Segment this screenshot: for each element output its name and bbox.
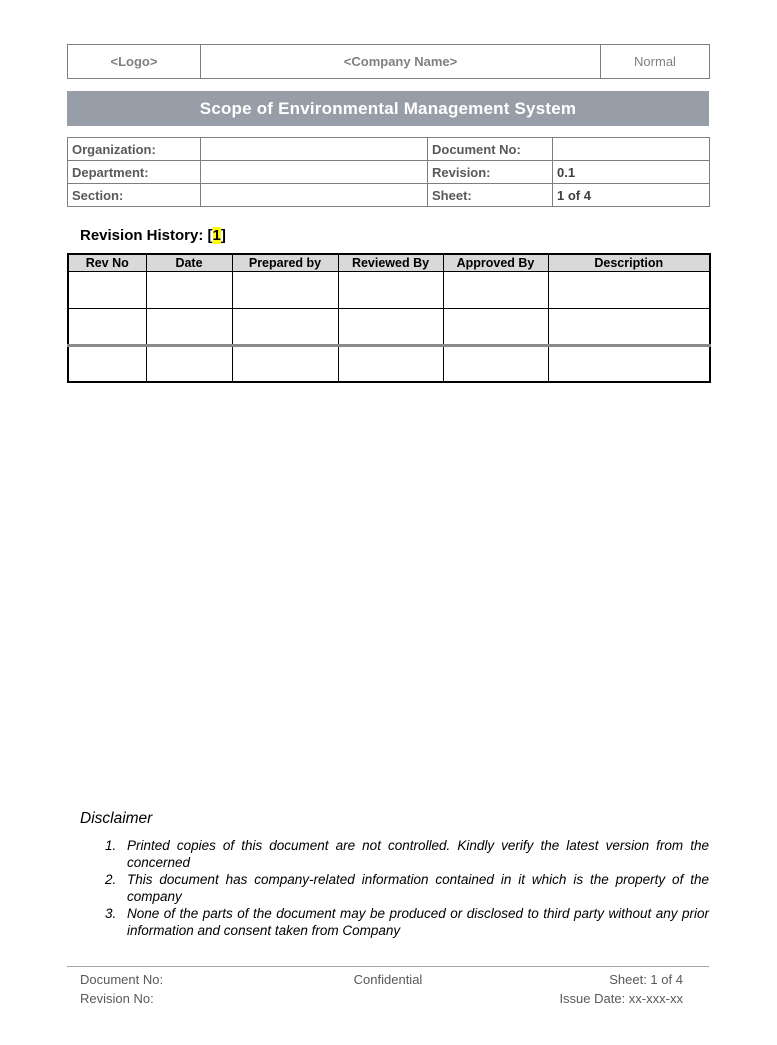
document-info-table xyxy=(67,137,710,207)
company-name-placeholder: <Company Name> xyxy=(201,45,601,79)
col-header-reviewed-by: Reviewed By xyxy=(338,254,443,271)
document-no-label: Document No: xyxy=(428,138,553,161)
footer-confidential-text: Confidential xyxy=(353,972,423,987)
highlighted-revision-number: 1 xyxy=(212,227,221,244)
header-row xyxy=(68,45,710,79)
footer-revision-no: Revision No: xyxy=(80,991,154,1006)
disclaimer-heading: Disclaimer xyxy=(80,810,153,827)
footer-sheet: Sheet: 1 of 4 xyxy=(609,972,683,987)
revision-label: Revision: xyxy=(428,161,553,184)
footer-right-block xyxy=(478,970,709,1008)
empty-cell xyxy=(146,308,232,345)
footer-left-block xyxy=(67,970,298,1008)
bracket-close: ] xyxy=(220,227,226,244)
disclaimer-item xyxy=(67,905,709,939)
organization-label: Organization: xyxy=(68,138,201,161)
revision-table-empty-row xyxy=(68,271,710,308)
empty-cell xyxy=(443,308,548,345)
col-header-approved-by: Approved By xyxy=(443,254,548,271)
revision-history-heading xyxy=(80,227,709,244)
classification-cell: Normal xyxy=(601,45,710,79)
disclaimer-item xyxy=(67,871,709,905)
empty-cell xyxy=(338,271,443,308)
empty-cell xyxy=(548,271,710,308)
sheet-value: 1 of 4 xyxy=(553,184,710,207)
empty-cell xyxy=(68,271,146,308)
empty-cell xyxy=(68,345,146,382)
empty-cell xyxy=(232,271,338,308)
department-label: Department: xyxy=(68,161,201,184)
footer-confidential xyxy=(298,970,478,1008)
disclaimer-item-text: None of the parts of the document may be produced or disclosed to third party without any prior information and consent taken from Company xyxy=(127,906,709,938)
empty-cell xyxy=(232,345,338,382)
info-row-section xyxy=(68,184,710,207)
document-no-value xyxy=(553,138,710,161)
empty-cell xyxy=(68,308,146,345)
empty-cell xyxy=(338,308,443,345)
empty-cell xyxy=(146,345,232,382)
document-title-bar: Scope of Environmental Management System xyxy=(67,91,709,126)
col-header-description: Description xyxy=(548,254,710,271)
col-header-date: Date xyxy=(146,254,232,271)
empty-cell xyxy=(146,271,232,308)
col-header-rev-no: Rev No xyxy=(68,254,146,271)
document-content xyxy=(67,44,709,939)
info-row-department xyxy=(68,161,710,184)
empty-cell xyxy=(548,345,710,382)
document-header-table xyxy=(67,44,710,79)
footer-issue-date: Issue Date: xx-xxx-xx xyxy=(559,991,683,1006)
section-label: Section: xyxy=(68,184,201,207)
department-value xyxy=(201,161,428,184)
revision-value: 0.1 xyxy=(553,161,710,184)
empty-cell xyxy=(548,308,710,345)
empty-cell xyxy=(338,345,443,382)
revision-table-header-row xyxy=(68,254,710,271)
disclaimer-item-text: This document has company-related information contained in it which is the property of the company xyxy=(127,872,709,904)
footer-document-no: Document No: xyxy=(80,972,164,987)
empty-cell xyxy=(232,308,338,345)
disclaimer-item-text: Printed copies of this document are not controlled. Kindly verify the latest version from the concerned xyxy=(127,838,709,870)
logo-placeholder: <Logo> xyxy=(68,45,201,79)
revision-history-heading-text: Revision History: xyxy=(80,227,208,244)
sheet-label: Sheet: xyxy=(428,184,553,207)
disclaimer-item-number: 3. xyxy=(105,906,117,921)
page-footer xyxy=(67,966,709,1008)
col-header-prepared-by: Prepared by xyxy=(232,254,338,271)
bracket-open: [ xyxy=(207,227,213,244)
disclaimer-item-number: 2. xyxy=(105,872,117,887)
revision-table-empty-row xyxy=(68,345,710,382)
disclaimer-list xyxy=(67,837,709,939)
info-row-organization xyxy=(68,138,710,161)
revision-table-empty-row xyxy=(68,308,710,345)
disclaimer-item xyxy=(67,837,709,871)
organization-value xyxy=(201,138,428,161)
empty-cell xyxy=(443,345,548,382)
revision-history-table xyxy=(67,253,711,383)
section-value xyxy=(201,184,428,207)
empty-cell xyxy=(443,271,548,308)
disclaimer-item-number: 1. xyxy=(105,838,117,853)
